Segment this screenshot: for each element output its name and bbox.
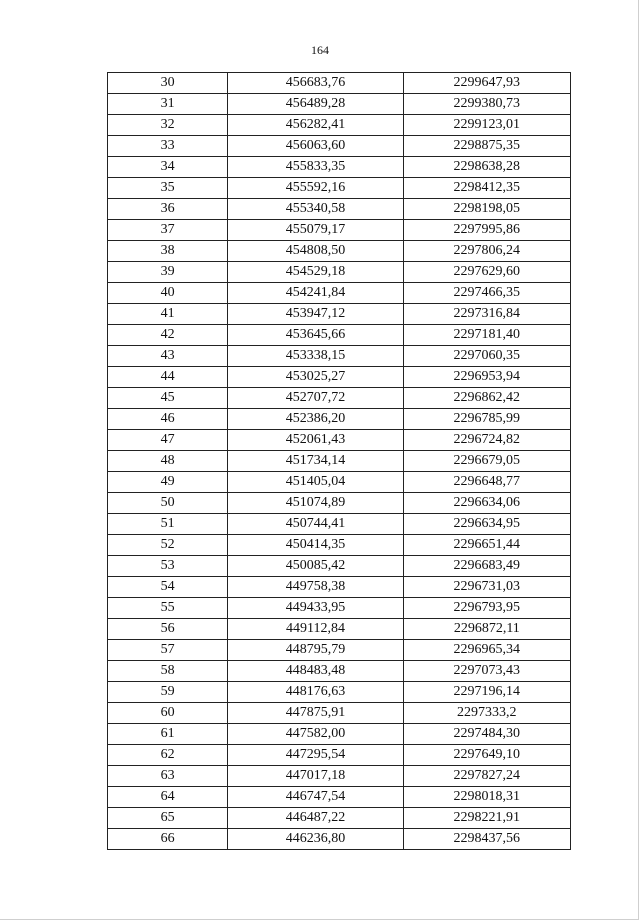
point-number-cell: 60 xyxy=(108,703,228,724)
table-row xyxy=(108,367,571,388)
y-coordinate-cell: 2297196,14 xyxy=(403,682,570,703)
y-coordinate-cell: 2296965,34 xyxy=(403,640,570,661)
x-coordinate-cell: 450414,35 xyxy=(228,535,403,556)
y-coordinate-cell: 2296683,49 xyxy=(403,556,570,577)
table-row xyxy=(108,115,571,136)
y-coordinate-cell: 2297806,24 xyxy=(403,241,570,262)
point-number-cell: 50 xyxy=(108,493,228,514)
x-coordinate-cell: 446487,22 xyxy=(228,808,403,829)
point-number-cell: 49 xyxy=(108,472,228,493)
point-number-cell: 56 xyxy=(108,619,228,640)
x-coordinate-cell: 448176,63 xyxy=(228,682,403,703)
table-row xyxy=(108,514,571,535)
table-row xyxy=(108,325,571,346)
point-number-cell: 31 xyxy=(108,94,228,115)
point-number-cell: 48 xyxy=(108,451,228,472)
x-coordinate-cell: 451405,04 xyxy=(228,472,403,493)
point-number-cell: 46 xyxy=(108,409,228,430)
x-coordinate-cell: 455833,35 xyxy=(228,157,403,178)
table-row xyxy=(108,703,571,724)
x-coordinate-cell: 453338,15 xyxy=(228,346,403,367)
point-number-cell: 52 xyxy=(108,535,228,556)
x-coordinate-cell: 446747,54 xyxy=(228,787,403,808)
y-coordinate-cell: 2297995,86 xyxy=(403,220,570,241)
y-coordinate-cell: 2298412,35 xyxy=(403,178,570,199)
y-coordinate-cell: 2296634,06 xyxy=(403,493,570,514)
point-number-cell: 37 xyxy=(108,220,228,241)
table-row xyxy=(108,178,571,199)
table-row xyxy=(108,262,571,283)
y-coordinate-cell: 2296724,82 xyxy=(403,430,570,451)
x-coordinate-cell: 454529,18 xyxy=(228,262,403,283)
point-number-cell: 36 xyxy=(108,199,228,220)
x-coordinate-cell: 455079,17 xyxy=(228,220,403,241)
table-row xyxy=(108,94,571,115)
y-coordinate-cell: 2296651,44 xyxy=(403,535,570,556)
point-number-cell: 43 xyxy=(108,346,228,367)
point-number-cell: 61 xyxy=(108,724,228,745)
y-coordinate-cell: 2297316,84 xyxy=(403,304,570,325)
x-coordinate-cell: 451074,89 xyxy=(228,493,403,514)
y-coordinate-cell: 2297466,35 xyxy=(403,283,570,304)
table-row xyxy=(108,472,571,493)
table-row xyxy=(108,388,571,409)
table-row xyxy=(108,73,571,94)
x-coordinate-cell: 452707,72 xyxy=(228,388,403,409)
point-number-cell: 40 xyxy=(108,283,228,304)
point-number-cell: 47 xyxy=(108,430,228,451)
point-number-cell: 42 xyxy=(108,325,228,346)
x-coordinate-cell: 449112,84 xyxy=(228,619,403,640)
point-number-cell: 33 xyxy=(108,136,228,157)
point-number-cell: 57 xyxy=(108,640,228,661)
x-coordinate-cell: 453645,66 xyxy=(228,325,403,346)
y-coordinate-cell: 2297060,35 xyxy=(403,346,570,367)
x-coordinate-cell: 455592,16 xyxy=(228,178,403,199)
point-number-cell: 30 xyxy=(108,73,228,94)
table-row xyxy=(108,493,571,514)
x-coordinate-cell: 448795,79 xyxy=(228,640,403,661)
table-row xyxy=(108,346,571,367)
x-coordinate-cell: 454808,50 xyxy=(228,241,403,262)
x-coordinate-cell: 450085,42 xyxy=(228,556,403,577)
page-number: 164 xyxy=(311,43,329,57)
table-row xyxy=(108,451,571,472)
point-number-cell: 64 xyxy=(108,787,228,808)
table-row xyxy=(108,283,571,304)
x-coordinate-cell: 449433,95 xyxy=(228,598,403,619)
point-number-cell: 39 xyxy=(108,262,228,283)
y-coordinate-cell: 2298018,31 xyxy=(403,787,570,808)
x-coordinate-cell: 447582,00 xyxy=(228,724,403,745)
table-row xyxy=(108,430,571,451)
y-coordinate-cell: 2298437,56 xyxy=(403,829,570,850)
x-coordinate-cell: 451734,14 xyxy=(228,451,403,472)
point-number-cell: 54 xyxy=(108,577,228,598)
x-coordinate-cell: 447017,18 xyxy=(228,766,403,787)
table-row xyxy=(108,241,571,262)
x-coordinate-cell: 452061,43 xyxy=(228,430,403,451)
point-number-cell: 59 xyxy=(108,682,228,703)
point-number-cell: 58 xyxy=(108,661,228,682)
table-row xyxy=(108,220,571,241)
coordinates-table-body xyxy=(108,73,571,850)
y-coordinate-cell: 2296953,94 xyxy=(403,367,570,388)
table-row xyxy=(108,409,571,430)
table-row xyxy=(108,136,571,157)
y-coordinate-cell: 2298875,35 xyxy=(403,136,570,157)
x-coordinate-cell: 450744,41 xyxy=(228,514,403,535)
y-coordinate-cell: 2298638,28 xyxy=(403,157,570,178)
x-coordinate-cell: 456282,41 xyxy=(228,115,403,136)
point-number-cell: 63 xyxy=(108,766,228,787)
x-coordinate-cell: 446236,80 xyxy=(228,829,403,850)
coordinates-table xyxy=(107,72,571,850)
point-number-cell: 35 xyxy=(108,178,228,199)
y-coordinate-cell: 2299380,73 xyxy=(403,94,570,115)
x-coordinate-cell: 456489,28 xyxy=(228,94,403,115)
table-row xyxy=(108,556,571,577)
table-row xyxy=(108,619,571,640)
y-coordinate-cell: 2296731,03 xyxy=(403,577,570,598)
table-row xyxy=(108,577,571,598)
y-coordinate-cell: 2296862,42 xyxy=(403,388,570,409)
y-coordinate-cell: 2298198,05 xyxy=(403,199,570,220)
y-coordinate-cell: 2298221,91 xyxy=(403,808,570,829)
y-coordinate-cell: 2297827,24 xyxy=(403,766,570,787)
y-coordinate-cell: 2297484,30 xyxy=(403,724,570,745)
table-row xyxy=(108,199,571,220)
x-coordinate-cell: 454241,84 xyxy=(228,283,403,304)
x-coordinate-cell: 449758,38 xyxy=(228,577,403,598)
y-coordinate-cell: 2297333,2 xyxy=(403,703,570,724)
x-coordinate-cell: 453947,12 xyxy=(228,304,403,325)
x-coordinate-cell: 448483,48 xyxy=(228,661,403,682)
x-coordinate-cell: 456063,60 xyxy=(228,136,403,157)
point-number-cell: 41 xyxy=(108,304,228,325)
table-row xyxy=(108,829,571,850)
y-coordinate-cell: 2296634,95 xyxy=(403,514,570,535)
x-coordinate-cell: 447875,91 xyxy=(228,703,403,724)
table-row xyxy=(108,808,571,829)
point-number-cell: 34 xyxy=(108,157,228,178)
point-number-cell: 32 xyxy=(108,115,228,136)
y-coordinate-cell: 2299647,93 xyxy=(403,73,570,94)
table-row xyxy=(108,535,571,556)
y-coordinate-cell: 2296648,77 xyxy=(403,472,570,493)
table-row xyxy=(108,682,571,703)
y-coordinate-cell: 2296785,99 xyxy=(403,409,570,430)
y-coordinate-cell: 2299123,01 xyxy=(403,115,570,136)
table-row xyxy=(108,640,571,661)
table-row xyxy=(108,745,571,766)
point-number-cell: 44 xyxy=(108,367,228,388)
point-number-cell: 66 xyxy=(108,829,228,850)
x-coordinate-cell: 447295,54 xyxy=(228,745,403,766)
y-coordinate-cell: 2297073,43 xyxy=(403,661,570,682)
table-row xyxy=(108,724,571,745)
y-coordinate-cell: 2297649,10 xyxy=(403,745,570,766)
table-row xyxy=(108,157,571,178)
table-row xyxy=(108,787,571,808)
point-number-cell: 51 xyxy=(108,514,228,535)
table-row xyxy=(108,661,571,682)
y-coordinate-cell: 2297629,60 xyxy=(403,262,570,283)
y-coordinate-cell: 2296793,95 xyxy=(403,598,570,619)
x-coordinate-cell: 452386,20 xyxy=(228,409,403,430)
point-number-cell: 55 xyxy=(108,598,228,619)
point-number-cell: 62 xyxy=(108,745,228,766)
table-row xyxy=(108,598,571,619)
table-row xyxy=(108,304,571,325)
y-coordinate-cell: 2296679,05 xyxy=(403,451,570,472)
y-coordinate-cell: 2297181,40 xyxy=(403,325,570,346)
point-number-cell: 65 xyxy=(108,808,228,829)
x-coordinate-cell: 455340,58 xyxy=(228,199,403,220)
point-number-cell: 53 xyxy=(108,556,228,577)
point-number-cell: 38 xyxy=(108,241,228,262)
point-number-cell: 45 xyxy=(108,388,228,409)
y-coordinate-cell: 2296872,11 xyxy=(403,619,570,640)
x-coordinate-cell: 453025,27 xyxy=(228,367,403,388)
x-coordinate-cell: 456683,76 xyxy=(228,73,403,94)
table-row xyxy=(108,766,571,787)
